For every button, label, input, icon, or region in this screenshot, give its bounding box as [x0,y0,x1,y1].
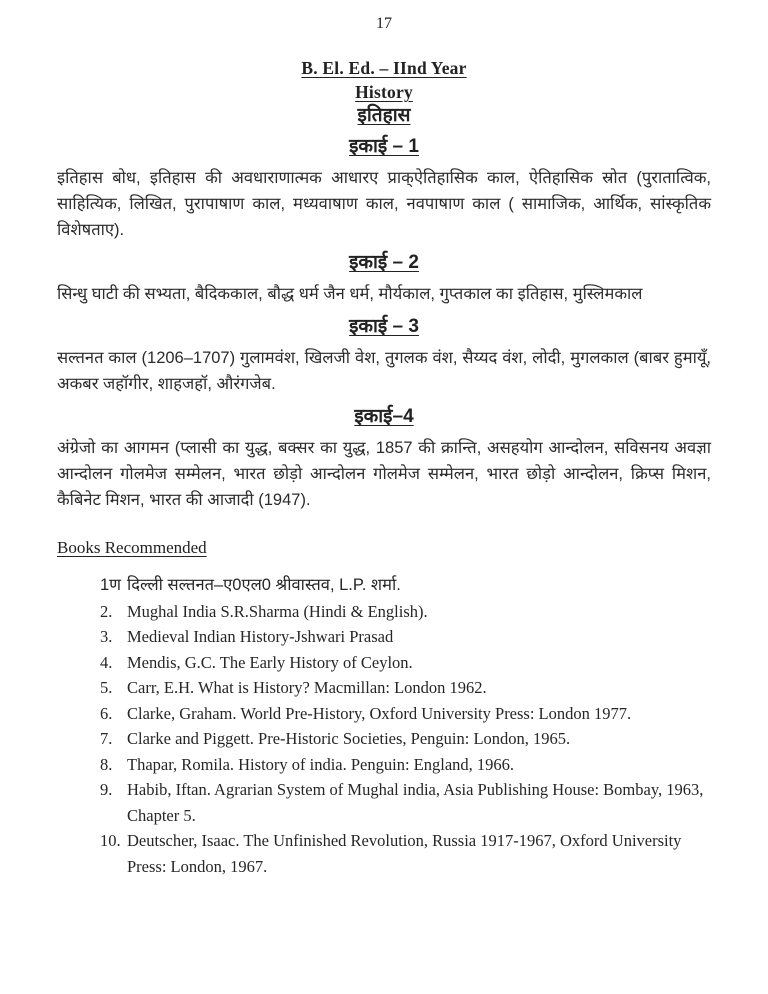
book-item [100,752,711,778]
unit-4-heading: इकाई–4 [354,406,414,427]
book-item [100,726,711,752]
book-item [100,828,711,879]
book-item-text: Clarke, Graham. World Pre-History, Oxford University Press: London 1977. [127,703,632,723]
book-item [100,573,711,599]
book-item-marker: 10. [100,831,121,850]
subject-title-en [57,80,711,104]
unit-3-heading: इकाई – 3 [349,316,419,337]
book-item [100,777,711,828]
book-item-text: Mendis, G.C. The Early History of Ceylon. [127,652,413,672]
books-heading: Books Recommended [57,538,207,557]
book-item-marker: 9. [100,780,113,799]
book-item-marker: 3. [100,627,113,646]
subject-title-hi-text: इतिहास [357,105,411,126]
book-item-marker: 2. [100,601,113,621]
unit-1-heading: इकाई – 1 [349,136,419,157]
unit-4-text: अंग्रेजो का आगमन (प्लासी का युद्ध, बक्सर का युद्ध, 1857 की क्रान्ति, असहयोग आन्दोलन, सविसनय अवज्ञा आन्दोलन गोलमेज सम्मेलन, भारत छोड़ो आन्दोलन गोलमेज सम्मेलन, भारत छोड़ो आन्दोलन, क्रिप्स मिशन, कैबिनेट मिशन, भारत की आजादी (1947). [57,439,711,509]
book-item-text: Habib, Iftan. Agrarian System of Mughal india, Asia Publishing House: Bombay, 1963, Chapter 5. [127,780,704,825]
book-item-marker: 6. [100,703,113,723]
book-item-marker: 1ण [100,576,122,594]
unit-2-heading: इकाई – 2 [349,252,419,273]
book-item [100,624,711,650]
unit-1-text: इतिहास बोध, इतिहास की अवधाराणात्मक आधारए प्राक्ऐतिहासिक काल, ऐतिहासिक स्रोत (पुरातात्विक, साहित्यिक, लिखित, पुरापाषाण काल, मध्यवाषाण काल, नवपाषाण काल ( सामाजिक, आर्थिक, सांस्कृतिक विशेषताए). [57,169,711,239]
subject-title-en-text: History [355,82,413,102]
book-item-text: Carr, E.H. What is History? Macmillan: London 1962. [127,678,487,697]
book-item-text: Deutscher, Isaac. The Unfinished Revolution, Russia 1917-1967, Oxford University Press: London, 1967. [127,831,682,876]
book-item-text: दिल्ली सल्तनत–ए0एल0 श्रीवास्तव, L.P. शर्मा. [127,576,401,594]
book-item-text: Thapar, Romila. History of india. Penguin: England, 1966. [127,754,515,774]
book-item [100,675,711,701]
book-item-marker: 4. [100,652,113,672]
book-item [100,599,711,625]
book-item-text: Medieval Indian History-Jshwari Prasad [127,627,394,646]
book-item [100,650,711,676]
book-item-text: Mughal India S.R.Sharma (Hindi & English). [127,601,428,621]
unit-2-text: सिन्धु घाटी की सभ्यता, बैदिककाल, बौद्ध धर्म जैन धर्म, मौर्यकाल, गुप्तकाल का इतिहास, मुस्लिमकाल [57,285,643,303]
page-number: 17 [376,15,392,32]
book-item-marker: 7. [100,729,113,748]
course-title [57,56,711,80]
book-list [57,573,711,879]
book-item-marker: 5. [100,678,113,697]
subject-title-hi [57,104,711,127]
book-item-text: Clarke and Piggett. Pre-Historic Societies, Penguin: London, 1965. [127,729,571,748]
book-item [100,701,711,727]
book-item-marker: 8. [100,754,113,774]
unit-3-text: सल्तनत काल (1206–1707) गुलामवंश, खिलजी वेश, तुगलक वंश, सैय्यद वंश, लोदी, मुगलकाल (बाबर हुमायूँ, अकबर जहॉगीर, शाहजहॉ, औरंगजेब. [57,349,711,393]
course-title-text: B. El. Ed. – IInd Year [301,58,467,78]
